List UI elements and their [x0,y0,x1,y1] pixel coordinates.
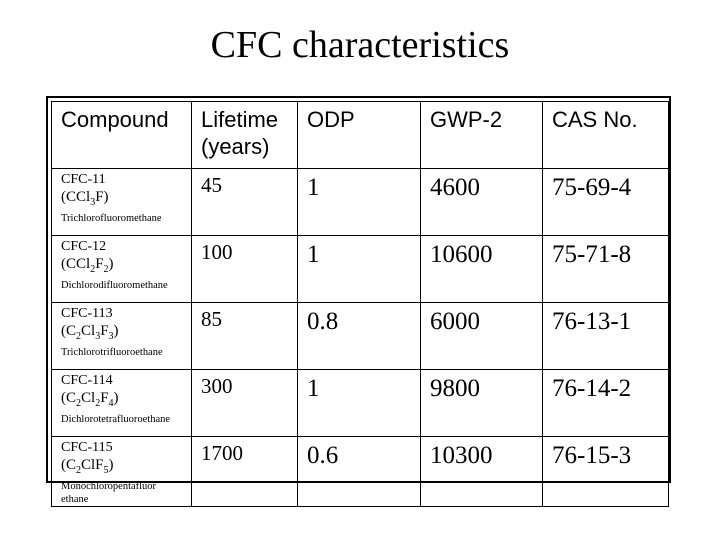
odp-cell: 1 [298,236,421,303]
table-row [52,370,669,437]
cfc-table [51,101,669,507]
compound-description: Dichlorodifluoromethane [61,280,168,291]
compound-description: Trichlorofluoromethane [61,213,162,224]
table-row [52,303,669,370]
slide-title: CFC characteristics [210,24,510,66]
gwp-cell: 10300 [421,437,543,507]
header-lifetime-line2: (years) [201,134,270,159]
cfc-table-frame [46,96,671,505]
odp-cell: 0.8 [298,303,421,370]
compound-cell [52,370,192,437]
cas-cell: 75-69-4 [543,169,669,236]
gwp-cell: 9800 [421,370,543,437]
compound-description: Monochloropentafluor [61,481,157,492]
gwp-cell: 6000 [421,303,543,370]
header-gwp: GWP-2 [421,102,543,169]
gwp-cell: 10600 [421,236,543,303]
table-row [52,437,669,507]
compound-formula: $(C_2Cl_2F_4)$ [61,390,119,409]
gwp-cell: 4600 [421,169,543,236]
lifetime-cell: 100 [192,236,298,303]
table-header-row [52,102,669,169]
table-row [52,169,669,236]
lifetime-cell: 300 [192,370,298,437]
compound-cell [52,169,192,236]
header-lifetime-line1: Lifetime [201,107,279,132]
header-lifetime [192,102,298,169]
lifetime-cell: 45 [192,169,298,236]
cas-cell: 76-15-3 [543,437,669,507]
lifetime-cell: 1700 [192,437,298,507]
header-cas: CAS No. [543,102,669,169]
odp-cell: 0.6 [298,437,421,507]
cas-cell: 76-13-1 [543,303,669,370]
compound-cell [52,437,192,507]
odp-cell: 1 [298,169,421,236]
cas-cell: 76-14-2 [543,370,669,437]
header-compound: Compound [52,102,192,169]
lifetime-cell: 85 [192,303,298,370]
compound-description: Trichlorotrifluoroethane [61,347,163,358]
header-odp: ODP [298,102,421,169]
compound-cell [52,236,192,303]
compound-name: CFC-11 [61,172,106,187]
compound-formula: $(CCl_2F_2)$ [61,256,114,275]
compound-name: CFC-12 [61,239,107,254]
cas-cell: 75-71-8 [543,236,669,303]
table-row [52,236,669,303]
compound-name: CFC-113 [61,306,113,321]
compound-cell [52,303,192,370]
odp-cell: 1 [298,370,421,437]
compound-formula: (CCl$_3$F) [61,189,109,208]
compound-description: ethane [61,494,89,505]
compound-description: Dichlorotetrafluoroethane [61,414,171,425]
compound-formula: $(C_2Cl_3F_3)$ [61,323,119,342]
compound-name: CFC-115 [61,440,113,455]
compound-formula: $(C_2ClF_5)$ [61,457,114,476]
compound-name: CFC-114 [61,373,113,388]
